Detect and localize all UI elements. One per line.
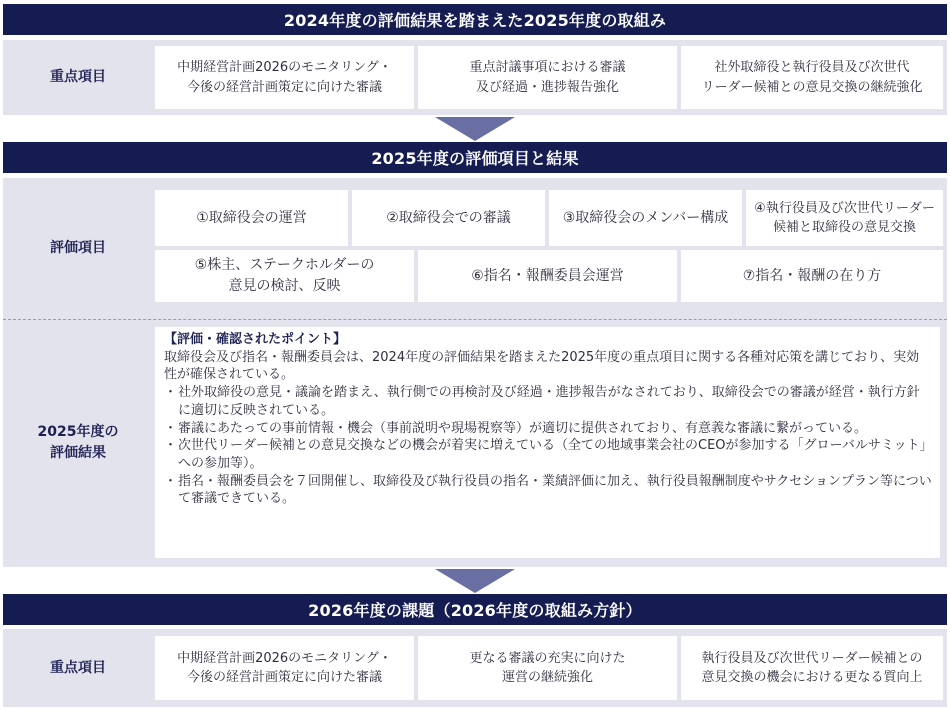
issue-item-1: 中期経営計画2026のモニタリング・ 今後の経営計画策定に向けた審議 [155, 636, 414, 700]
eval-item-1: ①取締役会の運営 [155, 190, 348, 246]
issue-item-2: 更なる審議の充実に向けた 運営の継続強化 [418, 636, 677, 700]
result-point: ・ 次世代リーダー候補との意見交換などの機会が着実に増えている（全ての地域事業会社のCEOが参加する「グローバルサミット」への参加等）。 [164, 437, 932, 472]
result-intro: 取締役会及び指名・報酬委員会は、2024年度の評価結果を踏まえた2025年度の重点項目に関する各種対応策を講じており、実効性が確保されている。 [164, 349, 920, 383]
section1-header [3, 4, 947, 35]
section2-header [3, 142, 947, 173]
result-title: 【評価・確認されたポイント】 [164, 332, 347, 347]
result-point: ・ 社外取締役の意見・議論を踏まえ、執行側での再検討及び経過・進捗報告がなされており、取締役会での審議が経営・執行方針に適切に反映されている。 [164, 384, 932, 419]
section2-title: 2025年度の評価項目と結果 [371, 149, 579, 168]
eval-item-5: ⑤株主、ステークホルダーの 意見の検討、反映 [155, 250, 414, 302]
section1-label: 重点項目 [50, 69, 106, 86]
eval-result-label: 2025年度の 評価結果 [37, 424, 119, 461]
eval-item-6: ⑥指名・報酬委員会運営 [418, 250, 677, 302]
section3-label: 重点項目 [50, 659, 106, 676]
section1-panel [3, 40, 947, 115]
section1-title: 2024年度の評価結果を踏まえた2025年度の取組み [283, 11, 667, 30]
down-arrow-icon [435, 569, 515, 593]
focus-item-2: 重点討議事項における審議 及び経過・進捗報告強化 [418, 46, 677, 109]
result-point: ・ 審議にあたっての事前情報・機会（事前説明や現場視察等）が適切に提供されており、有意義な審議に繋がっている。 [164, 420, 932, 438]
section3-header [3, 594, 947, 625]
focus-item-1: 中期経営計画2026のモニタリング・ 今後の経営計画策定に向けた審議 [155, 46, 414, 109]
section3-panel [3, 629, 947, 707]
eval-item-2: ②取締役会での審議 [352, 190, 545, 246]
eval-item-3: ③取締役会のメンバー構成 [549, 190, 742, 246]
issue-item-3: 執行役員及び次世代リーダー候補との 意見交換の機会における更なる質向上 [681, 636, 943, 700]
eval-item-7: ⑦指名・報酬の在り方 [681, 250, 943, 302]
eval-items-label: 評価項目 [50, 239, 106, 256]
section3-title: 2026年度の課題（2026年度の取組み方針） [308, 601, 642, 620]
down-arrow-icon [435, 117, 515, 141]
eval-result-box [155, 327, 940, 558]
section-divider [3, 319, 947, 320]
focus-item-3: 社外取締役と執行役員及び次世代 リーダー候補との意見交換の継続強化 [681, 46, 943, 109]
result-point: ・ 指名・報酬委員会を７回開催し、取締役及び執行役員の指名・業績評価に加え、執行役員報酬制度やサクセションプラン等について審議できている。 [164, 473, 932, 508]
eval-item-4: ④執行役員及び次世代リーダー 候補と取締役の意見交換 [746, 190, 943, 246]
result-points-list [164, 384, 932, 508]
